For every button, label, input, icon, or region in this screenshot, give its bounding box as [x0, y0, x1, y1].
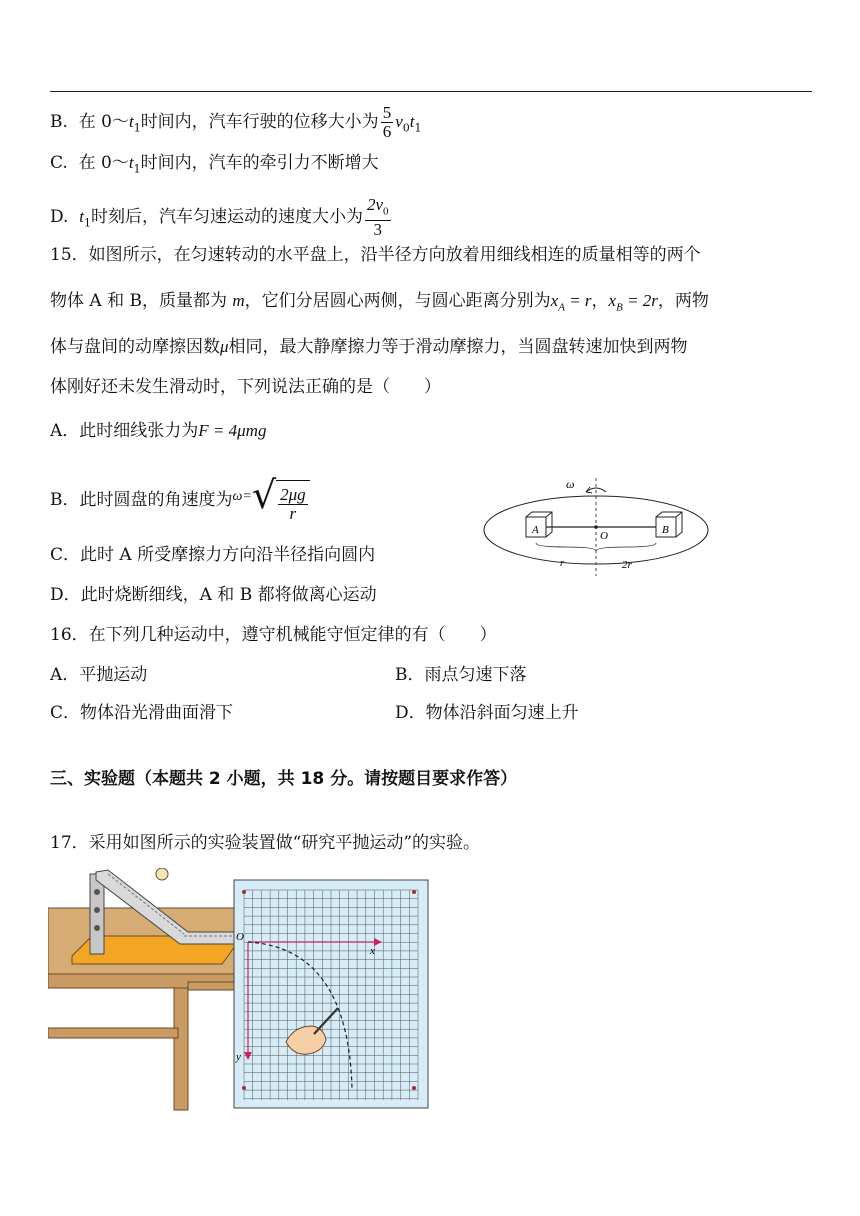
q14-option-c: C. 在 $0\sim t_1$时间内，汽车的牵引力不断增大 [50, 153, 379, 176]
q15-option-a: A．此时细线张力为F = 4μmg [50, 421, 267, 441]
label-a: A [532, 524, 539, 536]
origin-label: O [236, 931, 244, 943]
header-rule [50, 91, 812, 92]
q16-option-d: D．物体沿斜面匀速上升 [395, 703, 579, 723]
ball [156, 868, 168, 880]
q15-option-b: B．此时圆盘的角速度为$^{\omega=}$ √ $\frac{2\mu g}{r}$ [50, 474, 310, 527]
projectile-experiment-figure [48, 868, 432, 1114]
q15-stem-line3: 体与盘间的动摩擦因数μ相同，最大静摩擦力等于滑动摩擦力，当圆盘转速加快到两物 [50, 337, 688, 357]
q14-option-d: D. $t_1$时刻后，汽车匀速运动的速度大小为 $\frac{2v_0}{3}$ [50, 195, 389, 240]
table-leg [174, 988, 188, 1110]
center-point [594, 525, 598, 529]
label-o: O [600, 530, 608, 542]
label-2r: 2r [622, 559, 632, 571]
q15-stem-line1: 15．如图所示，在匀速转动的水平盘上，沿半径方向放着用细线相连的质量相等的两个 [50, 245, 701, 265]
sqrt-expression: √ $\frac{2\mu g}{r}$ [252, 474, 310, 527]
stand-post [90, 874, 104, 954]
omega-label: ω [566, 477, 575, 491]
q15-option-c: C．此时 A 所受摩擦力方向沿半径指向圆内 [50, 545, 376, 565]
q16-option-a: A．平抛运动 [50, 665, 148, 685]
q17-stem: 17．采用如图所示的实验装置做“研究平抛运动”的实验。 [50, 833, 481, 853]
y-label: y [236, 1051, 241, 1063]
label-r: r [560, 557, 565, 569]
q16-option-c: C．物体沿光滑曲面滑下 [50, 703, 234, 723]
section-heading: 三、实验题（本题共 2 小题，共 18 分。请按题目要求作答） [50, 769, 518, 789]
rotating-disk-figure [480, 472, 712, 576]
label-b: B [662, 524, 669, 536]
fraction-5-6: $\frac{5}{6}$ [382, 103, 392, 141]
x-label: x [370, 945, 375, 957]
q16-option-b: B．雨点匀速下落 [395, 665, 527, 685]
fraction-2v0-3: $\frac{2v_0}{3}$ [366, 195, 389, 240]
q16-stem: 16．在下列几种运动中，遵守机械能守恒定律的有（ ） [50, 625, 497, 645]
q15-option-d: D．此时烧断细线，A 和 B 都将做离心运动 [50, 585, 377, 605]
q14-option-b: B. 在 $0\sim t_1$时间内，汽车行驶的位移大小为 $\frac{5}{6}$ $v_0t_1$ [50, 103, 422, 141]
q15-stem-line4: 体刚好还未发生滑动时，下列说法正确的是（ ） [50, 377, 441, 397]
q15-stem-line2: 物体 A 和 B，质量都为 m，它们分居圆心两侧，与圆心距离分别为$x_A = r$，$x_B = 2r$，两物 [50, 291, 709, 314]
